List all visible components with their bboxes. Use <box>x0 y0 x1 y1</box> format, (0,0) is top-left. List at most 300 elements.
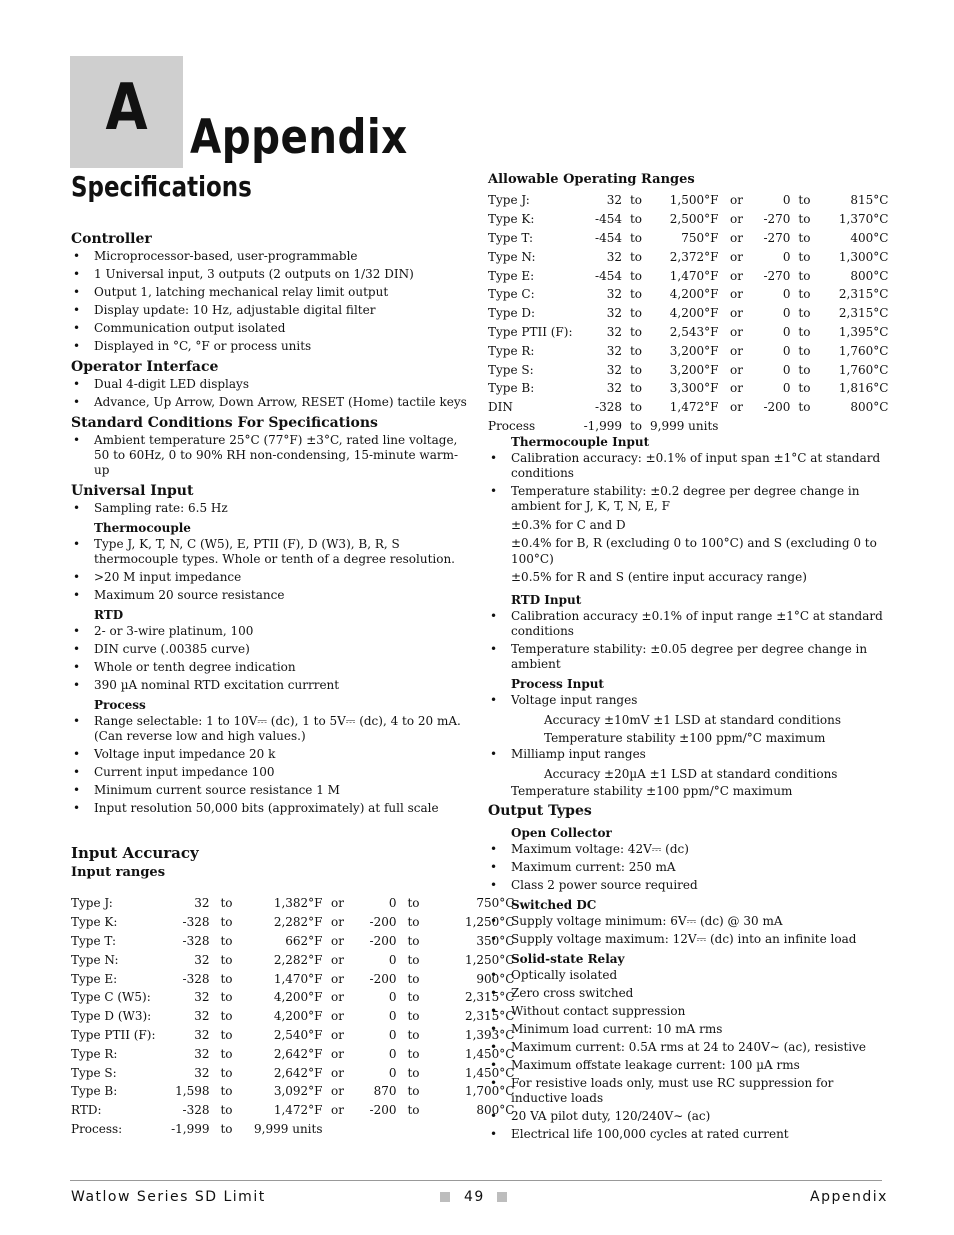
list-item: • Maximum voltage: 42V⎓ (dc) <box>488 842 888 857</box>
operating-ranges-heading: Allowable Operating Ranges <box>488 172 695 187</box>
table-cell: or <box>331 990 344 1005</box>
table-row <box>71 969 515 988</box>
table-cell: Type R: <box>488 343 535 358</box>
table-cell: to <box>220 1046 233 1061</box>
table-cell: to <box>798 381 811 396</box>
table-cell: or <box>331 1103 344 1118</box>
table-cell: 4,200°F <box>273 1009 323 1024</box>
table-cell: Type J: <box>71 896 113 911</box>
table-cell: Type N: <box>488 249 536 264</box>
rtd-input-list <box>488 609 888 672</box>
table-row <box>488 398 888 417</box>
table-cell: or <box>331 952 344 967</box>
input-ranges-table <box>71 894 515 1138</box>
table-cell: 32 <box>194 1009 210 1024</box>
table-cell: 0 <box>782 381 791 396</box>
table-cell: or <box>331 1065 344 1080</box>
table-cell: 32 <box>194 1027 210 1042</box>
table-cell: -328 <box>595 400 622 415</box>
table-cell: 1,470°F <box>669 268 719 283</box>
voltage-accuracy: Accuracy ±10mV ±1 LSD at standard conditions <box>544 713 842 727</box>
table-cell: 2,540°F <box>273 1027 323 1042</box>
table-row <box>71 913 515 932</box>
table-cell: 2,642°F <box>273 1065 323 1080</box>
table-cell: to <box>798 212 811 227</box>
table-cell: 1,816°C <box>838 381 889 396</box>
table-cell: to <box>407 915 420 930</box>
tc-input-list <box>488 451 888 514</box>
table-cell: to <box>407 1027 420 1042</box>
list-item: • Temperature stability: ±0.2 degree per degree change in ambient for J, K, T, N, E, F <box>488 484 888 514</box>
list-item: • Output 1, latching mechanical relay limit output <box>71 285 471 300</box>
footer-left: Watlow Series SD Limit <box>71 1189 266 1205</box>
table-row <box>488 285 888 304</box>
list-item: • Zero cross switched <box>488 986 888 1001</box>
table-cell: 3,200°F <box>669 343 719 358</box>
table-cell: 0 <box>388 1009 397 1024</box>
table-cell: -270 <box>763 268 791 283</box>
table-cell: DIN <box>488 400 513 415</box>
table-cell: 1,370°C <box>838 212 889 227</box>
table-cell: 0 <box>782 343 791 358</box>
list-item: • Temperature stability: ±0.05 degree per degree change in ambient <box>488 642 888 672</box>
table-cell: 750°F <box>681 230 719 245</box>
table-cell: 350°C <box>476 933 515 948</box>
table-cell: 800°C <box>850 268 889 283</box>
table-cell: 800°C <box>476 1103 515 1118</box>
universal-heading: Universal Input <box>71 483 194 499</box>
milliamp-accuracy: Accuracy ±20µA ±1 LSD at standard conditions <box>544 767 838 781</box>
table-cell: to <box>798 193 811 208</box>
table-cell: Type B: <box>71 1084 118 1099</box>
ssr-list <box>488 968 888 1142</box>
list-item: • Sampling rate: 6.5 Hz <box>71 501 471 516</box>
table-cell: 1,760°C <box>838 362 889 377</box>
list-item: • Current input impedance 100 <box>71 765 471 780</box>
rtd-list <box>71 624 471 693</box>
table-row <box>488 266 888 285</box>
input-ranges-heading: Input ranges <box>71 865 166 880</box>
table-cell: -200 <box>369 915 397 930</box>
table-cell: to <box>629 287 643 302</box>
table-cell: or <box>729 268 743 283</box>
table-cell: 0 <box>782 324 791 339</box>
table-cell: or <box>729 212 743 227</box>
table-cell: 0 <box>388 1065 397 1080</box>
footer-square-right <box>497 1192 507 1202</box>
table-cell: or <box>331 1046 344 1061</box>
table-cell: 1,470°F <box>273 971 323 986</box>
table-row <box>488 379 888 398</box>
table-cell: 1,472°F <box>273 1103 323 1118</box>
table-cell: 0 <box>782 193 791 208</box>
table-cell: to <box>220 1084 233 1099</box>
table-cell: Type B: <box>488 381 535 396</box>
table-cell: to <box>629 418 643 433</box>
table-cell: 2,282°F <box>273 915 323 930</box>
list-item: • Displayed in °C, °F or process units <box>71 339 471 354</box>
table-cell: to <box>629 306 643 321</box>
table-cell: Type D: <box>488 306 536 321</box>
table-cell: to <box>407 1065 420 1080</box>
table-cell: -454 <box>595 230 622 245</box>
table-cell: to <box>407 1009 420 1024</box>
table-cell: or <box>729 306 743 321</box>
table-cell: Type N: <box>71 952 119 967</box>
table-cell: 32 <box>194 990 210 1005</box>
list-item: • Ambient temperature 25°C (77°F) ±3°C, rated line voltage, 50 to 60Hz, 0 to 90% RH non-condensing, 15-minute warm-up <box>71 433 471 478</box>
table-cell: 1,450°C <box>464 1046 515 1061</box>
tc-input-heading: Thermocouple Input <box>511 435 650 449</box>
table-cell: -328 <box>182 915 210 930</box>
table-cell: 32 <box>606 193 622 208</box>
table-cell: 32 <box>194 1046 210 1061</box>
list-item: • Communication output isolated <box>71 321 471 336</box>
table-cell: or <box>729 381 743 396</box>
table-cell: -328 <box>182 1103 210 1118</box>
table-cell: Type E: <box>71 971 118 986</box>
list-item: • For resistive loads only, must use RC suppression for inductive loads <box>488 1076 888 1106</box>
table-cell: 1,472°F <box>669 400 719 415</box>
table-cell: to <box>798 287 811 302</box>
table-cell: 1,500°F <box>669 193 719 208</box>
table-cell: 2,315°C <box>464 990 515 1005</box>
table-cell: Type PTII (F): <box>71 1027 156 1042</box>
voltage-ranges-item: • Voltage input ranges <box>488 693 888 708</box>
table-row <box>488 304 888 323</box>
table-cell: 1,300°C <box>838 249 889 264</box>
table-row <box>71 1120 515 1139</box>
table-cell: to <box>220 933 233 948</box>
table-cell: -1,999 <box>171 1121 210 1136</box>
table-cell: 2,315°C <box>464 1009 515 1024</box>
table-cell: 4,200°F <box>669 287 719 302</box>
table-cell: 800°C <box>850 400 889 415</box>
table-row <box>71 1026 515 1045</box>
table-cell: 0 <box>388 990 397 1005</box>
list-item: • Whole or tenth degree indication <box>71 660 471 675</box>
table-cell: to <box>407 971 420 986</box>
table-cell: 9,999 units <box>650 418 719 433</box>
table-cell: Type J: <box>488 193 530 208</box>
table-cell: to <box>629 343 643 358</box>
right-column <box>488 433 888 1145</box>
open-collector-heading: Open Collector <box>511 826 612 840</box>
list-item: • Maximum 20 source resistance <box>71 588 471 603</box>
table-cell: 2,642°F <box>273 1046 323 1061</box>
table-cell: 32 <box>606 306 622 321</box>
list-item: • Calibration accuracy: ±0.1% of input span ±1°C at standard conditions <box>488 451 888 481</box>
table-cell: or <box>729 343 743 358</box>
switched-dc-heading: Switched DC <box>511 898 597 912</box>
list-item: • Advance, Up Arrow, Down Arrow, RESET (Home) tactile keys <box>71 395 471 410</box>
table-cell: to <box>798 362 811 377</box>
table-cell: to <box>220 990 233 1005</box>
table-cell: Type D (W3): <box>71 1009 152 1024</box>
table-cell: 1,598 <box>175 1084 210 1099</box>
operator-heading: Operator Interface <box>71 359 219 375</box>
footer-square-left <box>440 1192 450 1202</box>
table-cell: 3,200°F <box>669 362 719 377</box>
page-number: 49 <box>464 1189 485 1205</box>
table-row <box>488 341 888 360</box>
table-cell: 1,760°C <box>838 343 889 358</box>
milliamp-ranges-item: • Milliamp input ranges <box>488 747 888 762</box>
table-cell: to <box>629 362 643 377</box>
table-row <box>488 191 888 210</box>
table-cell: Type S: <box>71 1065 117 1080</box>
table-cell: or <box>729 193 743 208</box>
table-cell: -1,999 <box>583 418 622 433</box>
table-cell: -200 <box>369 971 397 986</box>
table-cell: 2,315°C <box>838 306 889 321</box>
list-item: • DIN curve (.00385 curve) <box>71 642 471 657</box>
table-row <box>71 1063 515 1082</box>
table-cell: or <box>729 362 743 377</box>
table-cell: 1,450°C <box>464 1065 515 1080</box>
table-cell: -454 <box>595 268 622 283</box>
table-cell: to <box>798 324 811 339</box>
table-cell: to <box>220 952 233 967</box>
open-collector-list <box>488 842 888 893</box>
process-input-heading: Process Input <box>511 677 604 691</box>
process-list <box>71 714 471 816</box>
table-cell: to <box>407 1103 420 1118</box>
table-row <box>488 210 888 229</box>
table-cell: 2,315°C <box>838 287 889 302</box>
table-cell: or <box>729 400 743 415</box>
footer-right: Appendix <box>810 1189 888 1205</box>
table-cell: 32 <box>606 249 622 264</box>
list-item: • Without contact suppression <box>488 1004 888 1019</box>
table-cell: to <box>407 896 420 911</box>
table-cell: 1,395°C <box>838 324 889 339</box>
table-cell: to <box>407 933 420 948</box>
table-row <box>71 1007 515 1026</box>
list-item: • Voltage input impedance 20 k <box>71 747 471 762</box>
operator-list <box>71 377 471 410</box>
table-cell: Process: <box>71 1121 123 1136</box>
table-cell: 750°C <box>476 896 515 911</box>
table-cell: or <box>729 324 743 339</box>
table-cell: 3,092°F <box>273 1084 323 1099</box>
table-cell: 0 <box>782 287 791 302</box>
table-cell: 2,543°F <box>669 324 719 339</box>
left-column <box>71 229 471 883</box>
table-cell: to <box>629 268 643 283</box>
table-cell: -200 <box>369 1103 397 1118</box>
table-cell: 0 <box>782 362 791 377</box>
table-cell: 870 <box>373 1084 397 1099</box>
table-cell: to <box>220 1027 233 1042</box>
table-cell: -454 <box>595 212 622 227</box>
tc-input-extra-1: ±0.3% for C and D <box>511 518 626 532</box>
table-cell: 1,700°C <box>464 1084 515 1099</box>
table-cell: 32 <box>606 324 622 339</box>
table-row <box>71 1082 515 1101</box>
table-cell: Type E: <box>488 268 535 283</box>
table-cell: Type C: <box>488 287 535 302</box>
universal-list <box>71 501 471 516</box>
table-cell: 2,372°F <box>669 249 719 264</box>
table-cell: 32 <box>194 952 210 967</box>
list-item: • Calibration accuracy ±0.1% of input range ±1°C at standard conditions <box>488 609 888 639</box>
table-cell: to <box>220 1009 233 1024</box>
table-row <box>71 932 515 951</box>
table-cell: Type S: <box>488 362 534 377</box>
table-cell: RTD: <box>71 1103 102 1118</box>
table-cell: to <box>798 268 811 283</box>
table-cell: or <box>331 933 344 948</box>
table-row <box>71 894 515 913</box>
table-cell: Type T: <box>71 933 116 948</box>
table-cell: -270 <box>763 230 791 245</box>
list-item: • Maximum current: 0.5A rms at 24 to 240V∼ (ac), resistive <box>488 1040 888 1055</box>
tc-input-extra-2: ±0.4% for B, R (excluding 0 to 100°C) and S (excluding 0 to 100°C) <box>511 536 877 566</box>
operating-ranges-table <box>488 191 888 435</box>
list-item: • Microprocessor-based, user-programmable <box>71 249 471 264</box>
list-item: • Maximum current: 250 mA <box>488 860 888 875</box>
table-cell: 0 <box>388 1027 397 1042</box>
table-cell: 9,999 units <box>254 1121 323 1136</box>
table-cell: Type K: <box>71 915 118 930</box>
list-item: • Display update: 10 Hz, adjustable digital filter <box>71 303 471 318</box>
table-cell: or <box>331 1009 344 1024</box>
table-cell: to <box>798 400 811 415</box>
table-cell: -328 <box>182 971 210 986</box>
table-cell: to <box>798 249 811 264</box>
table-row <box>488 247 888 266</box>
table-cell: 0 <box>388 952 397 967</box>
table-cell: or <box>331 1027 344 1042</box>
table-cell: 1,250°C <box>464 915 515 930</box>
table-cell: to <box>407 952 420 967</box>
list-item: • Supply voltage maximum: 12V⎓ (dc) into an infinite load <box>488 932 888 947</box>
list-item: • >20 M input impedance <box>71 570 471 585</box>
table-cell: to <box>798 306 811 321</box>
table-cell: -270 <box>763 212 791 227</box>
table-cell: to <box>220 971 233 986</box>
table-cell: to <box>220 1103 233 1118</box>
table-row <box>488 360 888 379</box>
list-item: • Electrical life 100,000 cycles at rated current <box>488 1127 888 1142</box>
table-cell: to <box>407 1046 420 1061</box>
table-cell: 3,300°F <box>669 381 719 396</box>
list-item: • Dual 4-digit LED displays <box>71 377 471 392</box>
table-cell: to <box>629 193 643 208</box>
table-cell: 32 <box>194 896 210 911</box>
rtd-heading: RTD <box>94 608 124 622</box>
table-cell: to <box>629 324 643 339</box>
table-cell: to <box>798 230 811 245</box>
ssr-heading: Solid-state Relay <box>511 952 625 966</box>
chapter-letter: A <box>105 71 148 145</box>
table-cell: 662°F <box>285 933 323 948</box>
list-item: • Supply voltage minimum: 6V⎓ (dc) @ 30 mA <box>488 914 888 929</box>
chapter-title: Appendix <box>190 110 408 165</box>
table-cell: or <box>331 1084 344 1099</box>
voltage-stability: Temperature stability ±100 ppm/°C maximum <box>544 731 826 745</box>
thermocouple-list <box>71 537 471 603</box>
milliamp-stability: Temperature stability ±100 ppm/°C maximum <box>511 784 793 798</box>
switched-dc-list <box>488 914 888 947</box>
table-cell: to <box>629 230 643 245</box>
table-cell: 1,382°F <box>273 896 323 911</box>
table-cell: 1,393°C <box>464 1027 515 1042</box>
table-cell <box>397 1120 431 1139</box>
table-cell: 32 <box>194 1065 210 1080</box>
table-cell: Process <box>488 418 536 433</box>
tc-input-extra-3: ±0.5% for R and S (entire input accuracy range) <box>511 570 807 584</box>
standard-heading: Standard Conditions For Specifications <box>71 415 378 431</box>
table-cell: to <box>220 915 233 930</box>
list-item: • 2- or 3-wire platinum, 100 <box>71 624 471 639</box>
table-row <box>71 1101 515 1120</box>
standard-list <box>71 433 471 478</box>
table-cell: -328 <box>182 933 210 948</box>
controller-list <box>71 249 471 354</box>
list-item: • Class 2 power source required <box>488 878 888 893</box>
table-cell: or <box>729 287 743 302</box>
list-item: • 20 VA pilot duty, 120/240V∼ (ac) <box>488 1109 888 1124</box>
process-heading: Process <box>94 698 146 712</box>
table-cell: or <box>729 249 743 264</box>
table-cell: 32 <box>606 362 622 377</box>
section-title: Specifications <box>71 170 252 203</box>
table-cell: Type K: <box>488 212 535 227</box>
list-item: • 1 Universal input, 3 outputs (2 outputs on 1/32 DIN) <box>71 267 471 282</box>
table-cell: 900°C <box>476 971 515 986</box>
table-cell: 0 <box>388 896 397 911</box>
table-cell: Type T: <box>488 230 533 245</box>
table-cell: to <box>629 249 643 264</box>
table-cell <box>353 1120 397 1139</box>
table-cell: 0 <box>782 306 791 321</box>
footer-rule <box>70 1180 882 1181</box>
table-cell: to <box>220 1121 233 1136</box>
list-item: • 390 µA nominal RTD excitation currrent <box>71 678 471 693</box>
table-cell: 2,500°F <box>669 212 719 227</box>
list-item: • Type J, K, T, N, C (W5), E, PTII (F), D (W3), B, R, S thermocouple types. Whole or tenth of a degree resolution. <box>71 537 471 567</box>
rtd-input-heading: RTD Input <box>511 593 582 607</box>
table-cell: 32 <box>606 381 622 396</box>
table-cell: 400°C <box>850 230 889 245</box>
table-row <box>71 950 515 969</box>
table-cell: 4,200°F <box>273 990 323 1005</box>
table-row <box>71 1044 515 1063</box>
table-cell: 4,200°F <box>669 306 719 321</box>
thermocouple-heading: Thermocouple <box>94 521 191 535</box>
table-cell: -200 <box>763 400 791 415</box>
list-item: • Range selectable: 1 to 10V⎓ (dc), 1 to 5V⎓ (dc), 4 to 20 mA. (Can reverse low and high values.) <box>71 714 471 744</box>
table-cell: 2,282°F <box>273 952 323 967</box>
table-cell: or <box>331 915 344 930</box>
list-item: • Minimum current source resistance 1 M <box>71 783 471 798</box>
table-cell: or <box>729 230 743 245</box>
output-types-heading: Output Types <box>488 803 592 819</box>
table-cell: 0 <box>388 1046 397 1061</box>
table-cell: or <box>331 971 344 986</box>
table-cell: to <box>407 990 420 1005</box>
table-cell: to <box>629 400 643 415</box>
table-cell: to <box>220 1065 233 1080</box>
table-cell: 815°C <box>850 193 889 208</box>
table-cell: or <box>331 896 344 911</box>
list-item: • Minimum load current: 10 mA rms <box>488 1022 888 1037</box>
table-cell: Type C (W5): <box>71 990 151 1005</box>
table-cell: to <box>629 381 643 396</box>
table-row <box>71 988 515 1007</box>
